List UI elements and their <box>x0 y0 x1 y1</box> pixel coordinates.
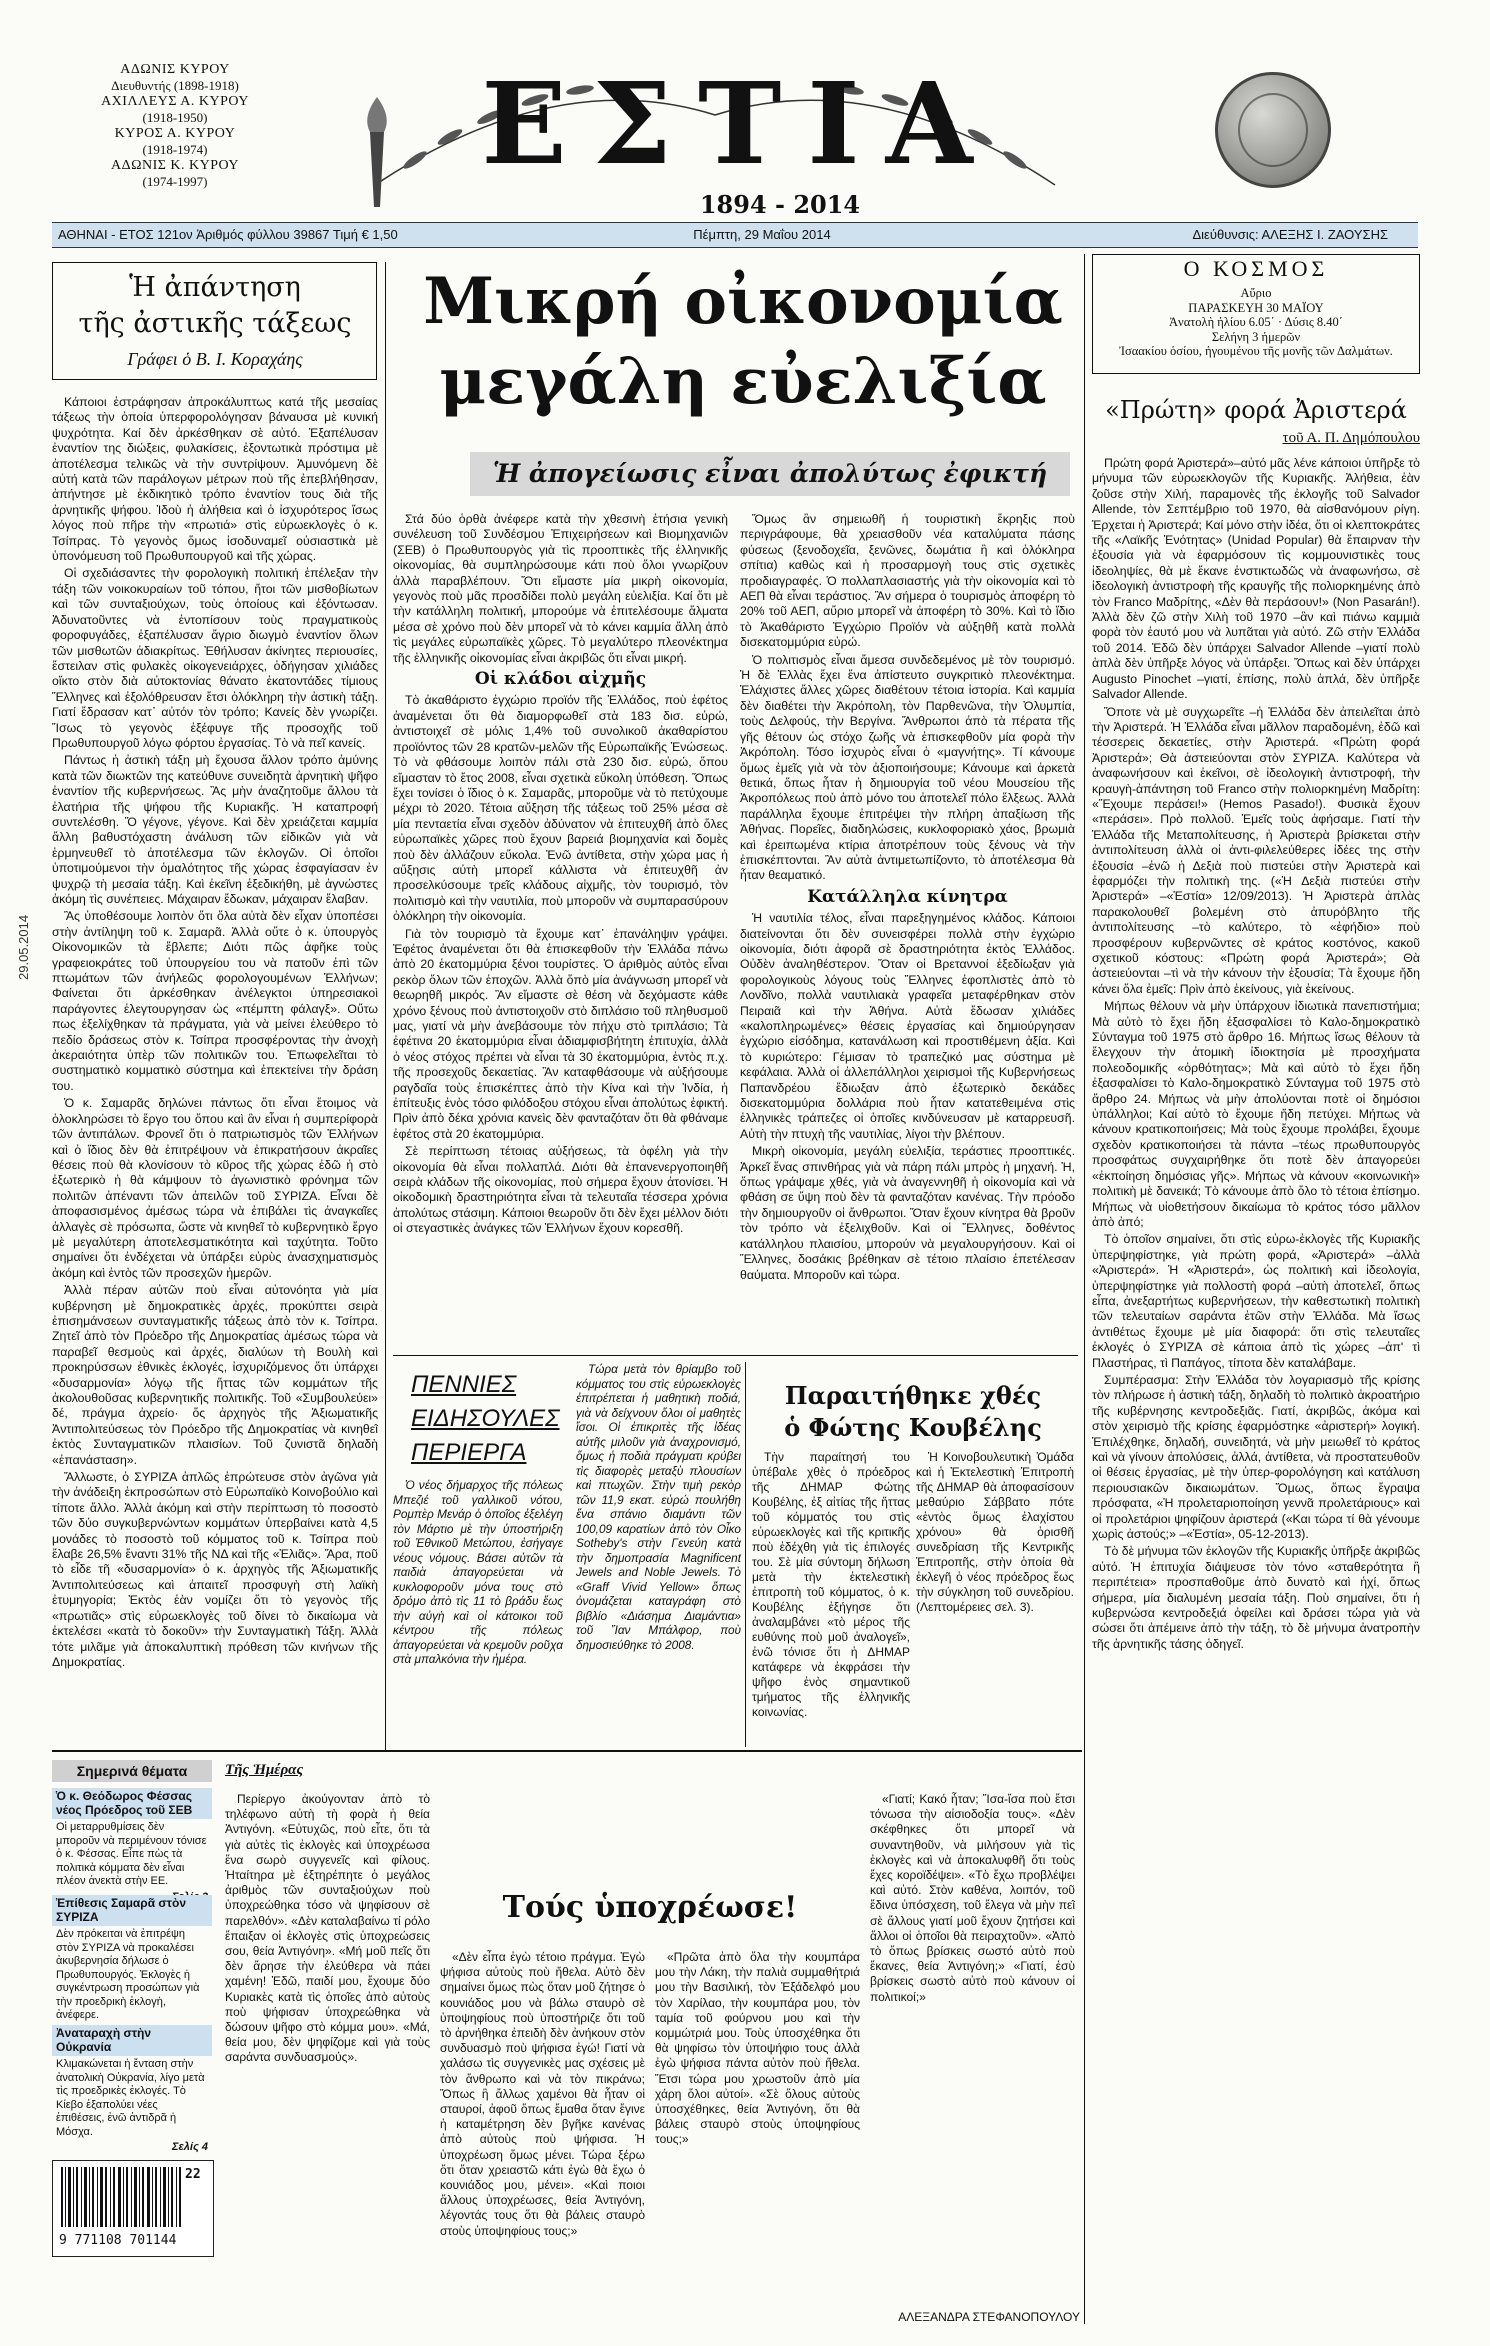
paragraph: Τώρα μετὰ τὸν θρίαμβο τοῦ κόμματος του στὶς εὐρωεκλογὲς ἐπιτρέπεται ἡ μαθητικὴ ποδιά, γιὰ νὰ δείχνουν ὅλοι οἱ μαθητὲς ἴσοι. Οἱ ἐπικριτὲς τῆς ἰδέας αὐτῆς μιλοῦν γιὰ ἀναχρονισμό, ὅμως ἡ ποδιὰ πράγματι κρύβει τὶς διαφορὲς μεταξὺ πλουσίων καὶ πτωχῶν. Στὴν τιμὴ ρεκὸρ τῶν 11,9 εκατ. εὐρώ πουλήθη ἕνα σπάνιο διαμάντι τῶν 100,09 καρατίων ἀπὸ τὸν Οἶκο Sotheby's στὴν Γενεύη κατὰ τὴν δημοπρασία Magnificent Jewels and Noble Jewels. Τὸ «Graff Vivid Yellow» ὅπως ὀνομάζεται καταγράφη στὸ βιβλίο «Διάσημα Διαμάντια» τοῦ Ἴαν Μπάλφορ, ποὺ δημοσιεύθηκε τὸ 2008. <box>576 1362 741 1652</box>
paragraph: Ὁ κ. Σαμαρᾶς δηλώνει πάντως ὅτι εἶναι ἕτοιμος νὰ ὁλοκληρώσει τὸ ἔργο του ὅπου καὶ ἂν εἶναι ἡ συμπερίφορὰ τῶν ἀντιπάλων. Φρονεῖ ὅτι ὁ πατριωτισμὸς τῶν Ἑλλήνων καὶ ὁ ἴδιος δὲν θὰ ἐπιτρέψουν νὰ ἐπικρατήσουν ἀκραῖες θέσεις ποὺ θὰ κλονίσουν τὸ κῦρος τῆς χώρας ἐδῶ ἡ στὸ ἐξωτερικὸ ἡ θὰ κάμψουν τὸ ἀγωνιστικὸ φρόνημα τῶν πολιτῶν ἀπέναντι τῶν ἀπειλῶν τοῦ ΣΥΡΙΖΑ. Εἶναι δὲ ἀποφασισμένος ἀμέσως τώρα νὰ ἐπιβάλει τὶς ἀναγκαῖες ἀλλαγὲς σὲ πρόσωπα, ὥστε νὰ κινηθεῖ τὸ κυβερνητικὸ ἔργο μὲ μεγαλύτερη ἀποτελεσματικότητα καὶ ταχύτητα. Τοῦτο σημαίνει ὅτι ἐνδέχεται νὰ ὑπάρξει εὐρὺς ἀνασχηματισμὸς ἀκόμη καὶ ἐντὸς τῶν προσεχῶν ἡμερῶν. <box>52 1096 378 1280</box>
topic-body: Κλιμακώνεται ἡ ἔνταση στὴν ἀνατολικὴ Οὐκρανία, λίγο μετὰ τὶς προεδρικὲς ἐκλογές. Τὸ Κίεβο ἐξαπολύει νέες ἐπιθέσεις, ἐνῶ ἀντιδρᾶ ἡ Μόσχα. <box>56 2058 205 2138</box>
left-article-body <box>52 395 378 1735</box>
kouvelis-column-1 <box>752 1450 910 1800</box>
founder-role: Διευθυντής (1898-1918) <box>111 78 239 93</box>
paragraph: Περίεργο ἀκούγονταν ἀπὸ τὸ τηλέφωνο αὐτὴ τὴ φορὰ ἡ θεία Ἀντιγόνη. «Εὐτυχῶς, ποὺ εἶτε, ὅτι τὰ γιὰ αὐτὲς τὶς ἐκλογὲς καὶ ὑποχρέωσα ἕνα σωρὸ συγγενεῖς καὶ φίλους. Ἠταίτηρα μὲ ἐξτηρέπητε ὁ μεγάλος ἀριθμὸς τῶν συνταξιούχων ποὺ ὑποχρεώθηκα τόσο νὰ ψηφίσουν σὲ παρελθόν». «Δὲν καταλαβαίνω τί ρόλο ἔπαιξαν οἱ ἐκλογὲς στὶς ὑποχρεώσεις σου, θεία Ἀντιγόνη». «Μή μοῦ πεῖς ὅτι δὲν ἄρησε τὴν ἐλεύθερα νὰ πάει χαμένη! Ἐδῶ, παιδί μου, ἔχουμε δύο Κυριακὲς κατὰ τὶς ὁποῖες ἀπὸ αὐτοὺς ποὺ ψήφισαν ὑποχρεώθηκα νὰ δώσουν ψῆφο στὸ κόμμα μου». «Μά, θεία μου, δὲν ψηφίζομε καὶ γιὰ τοὺς σαράντα συνδυασμούς». <box>225 1792 430 2065</box>
kouvelis-headline <box>752 1380 1074 1444</box>
kouvelis-column-2 <box>916 1450 1074 1800</box>
paragraph: Ἂς ὑποθέσουμε λοιπὸν ὅτι ὅλα αὐτὰ δὲν εἶχαν ὑποπέσει στὴν ἀντίληψη τοῦ κ. Σαμαρᾶ. Ἀλλὰ οὔτε ὁ κ. ὑπουργὸς Οἰκονομικῶν τὰ ἔβλεπε; Διότι πῶς ἀφῆκε τοὺς γραφειοκράτες τοῦ ὑπουργείου του νὰ πατοῦν ἐπὶ τῶν πτωμάτων τῶν ἀνήλεῶς φορολογουμένων Ἑλλήνων; Φαίνεται ὅτι ἀρκέσθηκαν ἀνέλεγκτοι ὑπηρεσιακοὶ παράγοντες ἐλεγτουργησαν ὡς «πέμπτη φάλαγξ». Οὔτω πως ἐξελίχθηκαν τὰ πράγματα, γιὰ νὰ μείνει ἐλεύθερο τὸ πεδίο δράσεως στὸν κ. Τσίπρα προσφέροντας τὴν ἀνοχὴ ἀκεραιότητα ὑπὲρ τῶν πολιτικῶν του. Ἐπωφελεῖται τὸ συστηματικὸ κομματικὸ σύστημα καὶ ἐπεκτείνει τὴν δράση του. <box>52 909 378 1093</box>
paragraph: Ἡ ναυτιλία τέλος, εἶναι παρεξηγημένος κλάδος. Κάποιοι διατείνονται ὅτι δὲν συνεισφέρει πολλὰ στὴν ἐγχώριο οἰκονομία, διότι ἀφορᾶ σὲ δραστηριότητα ἐκτὸς Ἑλλάδος. Οὐδὲν ἀναληθέστερον. Ὅταν οἱ Βρεταννοί ἐξεδίωξαν γιὰ φορολογικοὺς λόγους τοὺς Ἕλληνες ἐφοπλιστὲς ἀπὸ τὸ Λονδῖνο, πολλὰ ναυτιλιακὰ γραφεῖα μεταφέρθηκαν στὸν Πειραιᾶ καὶ τὴν Ἀθήνα. Αὐτὰ ἔδωσαν χιλιάδες «καλοπληρωμένες» θέσεις ἐργασίας καὶ δημιούργησαν ἐγχώριο εἰσόδημα, κατανάλωση καὶ προστιθέμενη ἀξία. Καὶ τὸ κυριώτερο: Γέμισαν τὸ τραπεζικό μας σύστημα μὲ κεφάλαια. Ἀλλὰ οἱ ἀλλεπάλληλοι χειρισμοὶ τῆς Κυβερνήσεως Παπανδρέου ἔδιωξαν ἀπὸ ἐξωτερικὸ δεκάδες δισεκατομμύρια δολλάρια ποὺ ἦταν κατατεθειμένα στὶς ἑλληνικὲς τράπεζες οἱ ὁποῖες κινδύνευσαν μὲ καταρρευσῆ. Αὐτὴ τὴν πτυχὴ τῆς ναυτιλίας, λίγοι τὴν βλέπουν. <box>740 911 1075 1141</box>
founder-name: ΚΥΡΟΣ Α. ΚΥΡΟΥ <box>114 126 236 141</box>
divider <box>385 262 386 1752</box>
paragraph: Σὲ περίπτωση τέτοιας αὐξήσεως, τὰ ὀφέλη γιὰ τὴν οἰκονομία θὰ εἶναι πολλαπλά. Διότι θὰ ἐπανενεργοποιηθῆ σειρὰ κλάδων τῆς οἰκονομίας, ποὺ σήμερα ἔχουν ἀτονίσει. Ἡ οἰκοδομικὴ δραστηριότητα εἶναι τὰ τελευταῖα τέσσερα χρόνια ἀπολύτως στάσιμη. Κάποιοι θεωροῦν ὅτι δὲν ἔχει μέλλον διότι οἱ στεγαστικὲς ἀνάγκες τῶν Ἑλλήνων ἔχουν κορεσθῆ. <box>393 1144 728 1236</box>
kosmos-line: Ἀνατολὴ ἡλίου 6.05΄ · Δύσις 8.40΄ <box>1169 315 1343 329</box>
gossip-title-line: ΕΙΔΗΣΟΥΛΕΣ <box>411 1405 560 1432</box>
barcode-issue: 22 <box>185 2167 201 2182</box>
paragraph: Μικρὴ οἰκονομία, μεγάλη εὐελιξία, τεράστιες προοπτικές. Ἀρκεῖ ἕνας σπινθήρας γιὰ νὰ πάρη πάλι μπρὸς ἡ μηχανή. Ἡ, ὅπως γράψαμε χθές, γιὰ νὰ ἀναγεννηθῆ ἡ οἰκονομία καὶ νὰ φθάση σε ὕψη ποὺ δὲν τὰ φανταζόταν κανένας. Τὴν πρόοδο τὴν δημιουργοῦν οἱ ἄνθρωποι. Ὅταν ἔχουν κίνητρα θὰ βροῦν τὸν τρόπο νὰ ἐξελιχθοῦν. Καὶ οἱ Ἕλληνες, δοθέντος κατάλληλου πλαισίου, μπορούν νὰ μεγαλουργήσουν. Καὶ οἱ Ἕλληνες, δοσάκις βρέθηκαν σὲ τέτοιο πλαίσιο ἐπετέλεσαν θαύματα. Μποροῦν καὶ τώρα. <box>740 1144 1075 1282</box>
paragraph: Ὁ νέος δήμαρχος τῆς πόλεως Μπεζιέ τοῦ γαλλικοῦ νότου, Ρομπὲρ Μενάρ ὁ ὁποῖος ἐξελέγη τὸν Μάρτιο μὲ τὴν ὑποστήριξη τοῦ Ἐθνικοῦ Μετώπου, ἐσήγαγε νέους νόμους. Βάσει αὐτῶν τὰ παιδιὰ ἀπαγορεύεται νὰ κυκλοφοροῦν μόνα τους στὸ δρόμο ἀπὸ τὶς 11 τὸ βράδυ ἕως τὴν αὐγὴ καὶ οἱ κάτοικοι τοῦ κέντρου τῆς πόλεως ἀπαγορεύεται νὰ κρεμοῦν ροῦχα στὰ μπαλκόνια τὴν ἡμέρα. <box>393 1478 563 1666</box>
tis-imeras-signature: ΑΛΕΞΑΝΔΡΑ ΣΤΕΦΑΝΟΠΟΥΛΟΥ <box>898 2310 1080 2324</box>
kosmos-title: Ο ΚΟΣΜΟΣ <box>1183 256 1329 281</box>
left-article-title-line: Ἡ ἀπάντηση <box>129 272 301 303</box>
tis-imeras-column-2 <box>440 1950 645 2340</box>
kosmos-body <box>1100 286 1412 359</box>
main-article-column-2 <box>740 512 1075 1352</box>
topic-item[interactable] <box>52 2025 212 2155</box>
paragraph: Ἡ Κοινοβουλευτικὴ Ὁμάδα καὶ ἡ Ἐκτελεστικὴ Ἐπιτροπὴ τῆς ΔΗΜΑΡ θὰ ἀποφασίσουν μεθαύριο Σάββατο πότε «ἐντὸς ὅμως ἐλαχίστου χρόνου» θὰ ὁρισθῆ συνεδρίαση τῆς Κεντρικῆς Ἐπιτροπῆς, στὴν ὁποία θὰ ἐκλεγῆ ὁ νέος πρόεδρος ἕως τὴν σύγκληση τοῦ συνεδρίου. (Λεπτομέρειες σελ. 3). <box>916 1450 1074 1614</box>
main-subheadline: Ἡ ἀπογείωσις εἶναι ἀπολύτως ἐφικτή <box>470 452 1070 496</box>
founder-role: (1918-1950) <box>142 110 208 125</box>
divider <box>745 1362 746 1747</box>
director-name: Διεύθυνσις: ΑΛΕΞΗΣ Ι. ΖΑΟΥΣΗΣ <box>1192 227 1388 242</box>
paragraph: Οἱ σχεδιάσαντες τὴν φορολογικὴ πολιτική ἐπέλεξαν τὴν τάξη τῶν νοικοκυραίων τοῦ τόπου, ἤτοι τῶν μισθοβίωτων καὶ τῶν συνταξιούχων, τοὺς ὁποίους καὶ ἐξόντωσαν. Ἀδυνατοῦντες νὰ ἐντοπίσουν τοὺς πραγματικοὺς φοροφυγάδες, ἐξαπέλυσαν ἄγριο διωγμὸ ἐναντίον ὅλων τῶν μισθωτῶν ἀδιακρίτως. Ἐθήλυσαν ἀκίνητες περιουσίες, ἔστειλαν στὶς φυλακὲς οἰκογενειάρχες, ὁδήγησαν χιλιάδες οἴκτο στὸν διὰ αὐτοκτονίας θάνατο ἑκατοντάδες τίμιους Ἕλληνες καὶ ἐξολόθρευσαν ἔτσι ὁλόκληρη τὴν ἀστικὴ τάξη. Γιατί ἔδρασαν κατ᾽ αὐτόν τὸν τρόπο; Κανείς δὲν γνωρίζει. Ἴσως τὸ γεγονὸς ἐξέφυγε τῆς προσοχῆς τοῦ Πρωθυπουργοῦ λόγω φόρτου ἐργασίας. Τὸ νὰ πεῖ κανείς. <box>52 566 378 750</box>
gossip-column-body-1 <box>393 1478 563 1798</box>
paragraph: «Πρῶτα ἀπὸ ὅλα τὴν κουμπάρα μου τὴν Λάκη, τὴν παλιὰ συμμαθήτριά μου τὴν Βασιλική, τὸν Ἐξάδελφό μου τὸν Χαρίλαο, τὴν κουμπάρα μου, τὸν ταμία τοῦ φούρνου μου καὶ τὴν κομμώτριά μου. Τοὺς ὑποσχέθηκα ὅτι θὰ ψηφίσω τὸν ὑποψήφιο τους ἀλλὰ ἐγὼ ψήφισα πάντα αὐτὸν ποὺ ἤθελα. Ἔτσι τώρα μου χρωστοῦν ἀπὸ μία χάρη ὅλοι αὐτοί». «Σὲ ὅλους αὐτοὺς ὑποσχέθηκες, θεία Ἀντιγόνη, ὅτι θὰ βάλεις σταυρὸ στοὺς ὑποψηφίους τους;» <box>655 1950 860 2147</box>
paragraph: Πρώτη φορά Ἀριστερά»–αὐτό μᾶς λένε κάποιοι ὑπῆρξε τὸ μήνυμα τῶν εὐρωεκλογῶν τῆς Κυριακῆς. Ἀλήθεια, ἐὰν ζοῦσε στὴν Χιλή, παραμονὲς τῆς ἐκλογῆς τοῦ Salvador Allende, τὸν Σεπτέμβριο τοῦ 1970, θὰ αἰσθανόμουν ρίγη. Ἐρχεται ἡ Ἀριστερά; Καί μόνο στὴν ἰδέα, ὅτι οἱ κλεπτοκράτες τῆς «Λαϊκῆς Ἐνότητας» (Unidad Popular) θὰ ἔπαιρναν τὴν ἐξουσία γιὰ νὰ ἐφαρμόσουν τὶς κομμουνιστικὲς τους ἰδεοληψίες, θὰ μὲ ἔκανε ἐνστικτωδῶς νὰ ἀναφωνήσω, σὲ ἰδεολογικὴ ἀντιστροφὴ τῆς κραυγῆς τῆς πολιορκημένης ἀπὸ τὸν Franco Μαδρίτης, «Δὲν θὰ περάσουν!» (Non Pasarán!). Ἀλλὰ δὲν ζῶ στὴν Χιλὴ τοῦ 1970 –ἂν καὶ πιάνω καμμιὰ φορὰ τὸν ἑαυτό μου νὰ λυπᾶται γιὰ αὐτό. Ζῶ στὴν Ἑλλάδα τοῦ 2014. Ἐδῶ δὲν ὑπάρχει Salvador Allende –γιατί πολὺ ἁπλὰ δὲν ὑπῆρξε λόγος νὰ ὑπάρξει. Ὅπως καὶ δὲν ὑπάρχει Augusto Pinochet –γιατί, ἐπίσης, πολὺ ἁπλά, δὲν ὑπῆρξε Salvador Allende. <box>1092 456 1420 702</box>
founder-name: ΑΔΩΝΙΣ Κ. ΚΥΡΟΥ <box>110 158 240 173</box>
divider <box>393 1355 1078 1356</box>
paragraph: Τὸ δὲ μήνυμα τῶν ἐκλογῶν τῆς Κυριακῆς ὑπῆρξε ἀκριβῶς αὐτό. Ἡ ἐπιτυχία διάψευσε τὸν τόνο «σταθερότητα ἢ περιπέτεια» προσπαθοῦμε ἀπὸ δυνατὸ καὶ ἡχί, ὅπως σήμερα, μία διαλυμένη μεσαία τάξη. Ποὺ σημαίνει, ὅτι ἡ κυβερνώσα κεντροδεξιά ὀφείλει καὶ δράσει τώρα γιὰ νὰ σώσει ὅτι ἀπέμεινε ἀπὸ τὴν τάξη, τὸ δὲ μήνυμα ἀνατροπὴν τῆς ἀρνητικῆς τάσης ὁδηγεῖ. <box>1092 1544 1420 1651</box>
kosmos-line: Αὔριο <box>1240 286 1272 300</box>
coin-emblem-icon <box>1215 72 1331 188</box>
left-article-byline: Γράφει ὁ Β. Ι. Κοραχάης <box>127 349 303 369</box>
paragraph: Τὸ ἀκαθάριστο ἐγχώριο προϊόν τῆς Ἑλλάδος, ποὺ ἐφέτος ἀναμένεται ὅτι θὰ διαμορφωθεῖ στὰ 183 δισ. εὐρώ, ἀντιστοιχεῖ σὲ μόλις 1,4% τοῦ συνολικοῦ ἀκαθαρίστου προϊόντος τῶν 28 κρατῶν-μελῶν τῆς Εὐρωπαϊκῆς Ἑνώσεως. Τὸ νὰ φθάσουμε λοιπὸν πάλι στὰ 230 δισ. εὐρώ, ὅπου εἴμασταν τὸ ἔτος 2008, εἶναι σχετικὰ εὔκολη ὑπόθεση. Ὅπως ἔχει τονίσει ὁ ἴδιος ὁ κ. Σαμαρᾶς, μποροῦμε νὰ τὸ πετύχουμε μέχρι τὸ 2020. Τέτοια αὔξηση τῆς τάξεως τοῦ 25% μέσα σὲ μία πενταετία εἶναι σχεδὸν ἀδύνατον νὰ ἐπιτευχθῆ ἀπὸ ὅλες εὐρωπαϊκὲς χῶρες ποὺ ἔχουν βαρειά βιομηχανία καὶ δομὲς ποὺ δὲν ἀλλάζουν εὔκολα. Ἐνῶ ἀντίθετα, στὴν χώρα μας ἡ αὔξησις αὐτὴ μπορεῖ κάλλιστα νὰ ἐπιτευχθῆ ἀν προσελκύσουμε τρεῖς κλάδους αἰχμῆς, τὸν τουρισμό, τὸν πολιτισμὸ καὶ τὴν ναυτιλία, ποὺ μποροῦν νὰ συμπαρασύρουν ὁλόκληρη τὴν οἰκονομία. <box>393 693 728 924</box>
section-subhead: Οἱ κλάδοι αἰχμῆς <box>474 669 647 690</box>
founder-role: (1974-1997) <box>142 174 208 189</box>
paragraph: Ὅμως ἂν σημειωθῆ ἡ τουριστικὴ ἔκρηξις ποὺ περιγράφουμε, θὰ χρειασθοῦν νέα καταλύματα πάσης φύσεως (ξενοδοχεῖα, ξενῶνες, δωμάτια ἢ καὶ ὁλόκληρα σπίτια) καθὼς καὶ ἡ προσαρμογὴ τους στὶς σχετικὲς προδιαγραφές. Ὁ πολλαπλασιαστής γιὰ τὴν οἰκονομία καὶ τὸ ΑΕΠ θὰ εἶναι τεράστιος. Ἂν σήμερα ὁ τουρισμὸς ἀποφέρη τὸ 20% τοῦ ΑΕΠ, αὔριο μπορεῖ νὰ ἀποφέρη τὸ 30%. Καὶ τὸ ἴδιο τὸ Ἀκαθάριστο Ἐγχώριο Προϊόν νὰ αὐξηθῆ κατὰ πολλὰ δισεκατομμύρια εὐρώ. <box>740 512 1075 650</box>
tis-imeras-column-1 <box>225 1792 430 2337</box>
topics-heading: Σημερινά θέματα <box>52 1760 212 1782</box>
section-subhead: Κατάλληλα κίνητρα <box>807 886 1008 907</box>
masthead-title: ΕΣΤΙΑ <box>481 59 999 190</box>
barcode-number: 9 771108 701144 <box>59 2233 177 2248</box>
left-article-title-line: τῆς ἀστικῆς τάξεως <box>78 308 352 339</box>
issue-number: ΑΘΗΝΑΙ - ΕΤΟΣ 121ον Ἀριθμός φύλλου 39867 Τιμή € 1,50 <box>58 227 398 242</box>
topic-title: Ἀναταραχὴ στὴν Οὐκρανία <box>52 2025 212 2056</box>
tis-imeras-column-3 <box>655 1950 860 2340</box>
topic-title: Ὁ κ. Θεόδωρος Φέσσας νέος Πρόεδρος τοῦ ΣΕΒ <box>52 1788 212 1819</box>
issue-date: Πέμπτη, 29 Μαΐου 2014 <box>693 227 831 242</box>
kouvelis-headline-line: Παραιτήθηκε χθές <box>784 1381 1042 1410</box>
tis-imeras-column-4 <box>870 1792 1075 2302</box>
gossip-title-line: ΠΕΝΝΙΕΣ <box>411 1371 517 1398</box>
tis-imeras-label: Τῆς Ἡμέρας <box>225 1762 304 1778</box>
main-headline-line: Μικρή οἰκονομία <box>423 264 1063 339</box>
paragraph: Τὸ ὁποῖον σημαίνει, ὅτι στὶς εὐρω-ἐκλογὲς τῆς Κυριακῆς ὑπερψηφίστηκε, γιὰ πρώτη φορά, «Ἀριστερά» –ἀλλὰ «Ἀριστερά». Ἡ «Ἀριστερά», ὡς πολιτικὴ καὶ ἰδεολογία, ὑπερψηφίστηκε γιὰ πολλοστὴ φορά –αὐτὴ ἀποτελεῖ, ὅπως εἶπα, ἀνεξαρτήτως κυβερνήσεων, τὴν καθεστωτικὴ πολιτικὴ τῶν τελευταίων σαράντα ἐτῶν στὴν Ἑλλάδα. Μὰ ἴσως ἀντιθέτως ἔχουμε μὲ μία διαφορά: ὅτι στὶς τελευταῖες ἐκλογές ὁ ΣΥΡΙΖΑ σὲ κάποια ἀπὸ τὶς χώρες –ἀπ' τὶ Πλαστήρας, τὶ Παπάγος, τίποτα δὲν καταλάβαμε. <box>1092 1232 1420 1370</box>
paragraph: «Δὲν εἶπα ἐγὼ τέτοιο πράγμα. Ἐγὼ ψήφισα αὐτοὺς ποὺ ἤθελα. Αὐτὸ δὲν σημαίνει ὅμως πὼς ὅταν μοῦ ζήτησε ὁ κουνιάδος μου νὰ βάλω σταυρὸ σὲ ὑποψηφίους ποὺ ὑποστήριζε ὅτι τοῦ τὸ ἀρνήθηκα ἐπειδὴ δὲν ἀνήκουν στὸν συνδυασμὸ ποὺ ψήφισα ἐγώ! Γιατί νὰ χαλάσω τὶς συγγενικὲς μας σχέσεις μὲ τὸν ἄνθρωπο καὶ νὰ τὸν πικράνω; Ὄπως ἢ ἄλλως χαμένοι θὰ ἦταν οἱ σταυροί, ἀφοῦ ὅπως ἔμαθα ὅταν ἔγινε ἡ καταμέτρηση δὲν βγῆκε κανένας ἀπὸ αὐτοὺς ποὺ ψήφισα. Ἡ ὑποχρέωση ὅμως μένει. Τώρα ξέρω ὅτι ὅταν χρειαστῶ κάτι ἐγὼ θὰ ἔχω ὁ κουνιάδος μου, μένει». «Καὶ ποιοι ἄλλους ὑποχρέωσες, θεία Ἀντιγόνη, λέγοντάς τους ὅτι θὰ βάλεις σταυρὸ στοὺς ὑποψηφίους τους;» <box>440 1950 645 2238</box>
topic-item[interactable] <box>52 1895 212 2038</box>
masthead <box>420 55 1060 219</box>
founder-name: ΑΔΩΝΙΣ ΚΥΡΟΥ <box>120 62 230 77</box>
barcode <box>52 2160 214 2257</box>
paragraph: Ὁ πολιτισμὸς εἶναι ἄμεσα συνδεδεμένος μὲ τὸν τουρισμό. Ἡ δὲ Ἑλλὰς ἔχει ἕνα ἀπίστευτο συγκριτικὸ πλεονέκτημα. Ἐλάχιστες ἄλλες χῶρες διαθέτουν τέτοια ἱστορία. Καὶ καμμία δὲν διαθέτει τὴν Ἀκρόπολη, τὸν Παρθενῶνα, τὴν Ὀλυμπία, τοὺς Δελφούς, τὴν Βεργίνα. Ἄνθρωποι ἀπὸ τὰ πέρατα τῆς γῆς θέτουν ὡς στόχο ζωῆς νὰ ἐπισκεφθοῦν μία φορὰ τὴν Ἀκρόπολη. Τόσο ἰσχυρὸς εἶναι ὁ «μαγνήτης». Τί κάνουμε ὅμως ἐμεῖς γιὰ νὰ τὸν ἀξιοποιήσουμε; Κάνουμε καὶ ἀρκετὰ θετικά, ὅπως ἦταν ἡ δημιουργία τοῦ νέου Μουσείου τῆς Ἀκροπόλεως ποὺ ἀπὸ μόνο του ἀποτελεῖ πόλο ἕλξεως. Ἀλλὰ παράλληλα ἔχουμε ἐπιτρέψει τὴν πλήρη ἀπαξίωση τῆς Ἀθήνας. Πορεῖες, διαδηλώσεις, κυκλοφοριακὸ χάος, βρωμιὰ καὶ ἐρειπωμένα κτίρια ἀποτρέπουν τοὺς ξένους νὰ τὴν ἐπισκέπτονται. Ἂν αὐτὰ ἀντιμετωπίζοντο, τὸ ἀποτέλεσμα θὰ ἦταν θεαματικό. <box>740 652 1075 883</box>
right-article-title: «Πρώτη» φορά Ἀριστερά <box>1105 396 1407 424</box>
paragraph: Στά δύο ὁρθὰ ἀνέφερε κατὰ τὴν χθεσινὴ ἐτήσια γενικὴ συνέλευση τοῦ Συνδέσμου Ἐπιχειρήσεων καὶ Βιομηχανιῶν (ΣΕΒ) ὁ Πρωθυπουργὸς γιὰ τὶς προοπτικὲς τῆς ἑλληνικῆς οἰκονομίας, θὰ συμπληρώσουμε κάτι ποὺ ὅλοι γνωρίζουν ἀλλὰ παραβλέπουν. Ὅτι εἴμαστε μία μικρὴ οἰκονομία, γεγονὸς ποὺ μᾶς προσδίδει πολὺ μεγάλη εὐελιξία. Καί ὅτι μὲ τὴν κατάλληλη πολιτική, μπορούμε νὰ ἐπιτελέσουμε ἅλματα μέσα σὲ χρόνο ποὺ δὲν μπορεῖ νὰ τὸ κάνει καμμία ἄλλη ἀπὸ τὶς μεγάλες εὐρωπαϊκὲς χῶρες. Τὸ μεγαλύτερο πλεονέκτημα τῆς ἑλληνικῆς οἰκονομίας εἶναι ἀκριβῶς ὅτι εἶναι μικρή. <box>393 512 728 665</box>
vertical-date-stamp: 29.05.2014 <box>16 914 31 980</box>
topic-body: Δὲν πρόκειται νὰ ἐπιτρέψη στὸν ΣΥΡΙΖΑ νὰ προκαλέσει ἀκυβερνησία δήλωσε ὁ Πρωθυπουργός. Ἐκλογὲς ἡ συγκέντρωση προσώπων γιὰ τὴν προεδρικὴ ἐκλογὴ, ἀνέφερε. <box>56 1928 200 2021</box>
paragraph: Γιὰ τὸν τουρισμὸ τὰ ἔχουμε κατ᾽ ἐπανάληψιν γράψει. Ἐφέτος ἀναμένεται ὅτι θὰ ἐπισκεφθοῦν τὴν Ἑλλάδα πάνω ἀπὸ 20 ἑκατομμύρια ξένοι τουρίστες. Ὁ ἀριθμὸς αὐτὸς εἶναι ρεκὸρ ὅλων τῶν ἐποχῶν. Ἀλλὰ ὅπὸ μία ἀνάγνωση μπορεῖ νὰ θεωρηθῆ μικρός. Ἂν εἴμαστε σὲ θέση νὰ δεχόμαστε κάθε χρόνο ξένους ποὺ ἀντιστοιχοῦν στὸ διπλάσιο τοῦ πληθυσμοῦ μας, γιατί νὰ μὴν ἀνεβάσουμε τὸν πήχυ στὸ τριπλάσιο; Τὰ ἐφέτινα 20 ἑκατομμύρια εἶναι ἀδιαμφισβήτητη ἐπιτυχία, ἀλλὰ ὁ νέος στόχος πρέπει νὰ εἶναι τὰ 30 ἑκατομμύρια, ἐντὸς π.χ. τῆς προσεχοῦς δεκαετίας. Ἂν καταφθάσουμε νὰ αὐξήσουμε ραγδαῖα τοὺς ἐπισκέπτες ἀπὸ τὴν Κίνα καὶ τὴν Ἰνδία, ἡ ἐπίτευξις ἑνὸς τόσο φιλόδοξου στόχου εἶναι ἀπολύτως ἐφικτή. Πρὶν ἀπὸ δέκα χρόνια κανεὶς δὲν φανταζόταν ὅτι θὰ φθάναμε ἐφέτος στὰ 20 ἑκατομμύρια. <box>393 926 728 1141</box>
paragraph: Πάντως ἡ ἀστικὴ τάξη μὴ ἔχουσα ἄλλον τρόπο ἀμύνης κατὰ τῶν διωκτῶν της κατεύθυνε συνειδητὰ ἀρνητικὴ ψῆφο ἐναντίον τῆς κυβερνήσεως. Ἂς μὴν ἀναζητοῦμε ἄλλου τὰ ἐλατήρια τῆς ψήφου τῆς Κυριακῆς. Ἡ καταπροφή συντελέσθη. Ὅ γέγονε, γέγονε. Καὶ δὲν χρειάζεται καμμία ἄλλη βαθυστόχαστη ἀνάλυση τῶν εἰδικῶν γιὰ νὰ ἑρμηνευθεῖ τὸ ἀποτέλεσμα τῶν ἐκλογῶν. Οἱ ὁποῖοι ὑποτιμούμενοι τὴν ὁμαλότητος τῆς χώρας ἐσφαγίασαν ἐν ψυχρῷ τὴ μεσαία τάξη. Καὶ ἐκεῖνη ἐξεδικήθη, μὲ ἀγνώστες ἀκόμη τὶς συνέπειες. Μάχαιραν ἔδωκαν, μάχαιραν ἔλαβαν. <box>52 753 378 906</box>
topic-title: Ἐπίθεσις Σαμαρᾶ στὸν ΣΥΡΙΖΑ <box>52 1895 212 1926</box>
paragraph: Ὅποτε νὰ μὲ συγχωρεῖτε –ἡ Ἑλλάδα δὲν ἀπειλεῖται ἀπὸ τὴν Ἀριστερά. Ἡ Ἑλλάδα εἶναι μᾶλλον παραδομένη, ἐδῶ καὶ τέσσερεις δεκαετίες, στὴν Ἀριστερά. «Πρώτη φορά Ἀριστερά»; Θὰ ἀστειεύονται στὸν ΣΥΡΙΖΑ. Καλύτερα νὰ ἀναφωνήσουν καὶ ἐκεῖνοι, σὲ ἰδεολογικὴ ἀντιστροφή, τὴν κραυγὴ-ἀπάντηση τοῦ Franco στὴν πολιορκημένη Μαδρίτη: «Ἔχουμε περάσει!» (Hemos Pasado!). Φυσικὰ ἔχουν «περάσει». Πρὸ πολλοῦ. Ἐμεῖς τοὺς ἀφήσαμε. Γιατί τὴν Ἑλλάδα τῆς Μεταπολίτευσης, ἡ Ἀριστερὰ βρίσκεται στὴν ἀντιπολίτευση ἀλλὰ οἱ ἀντι-φιλελεύθερες ἰδέες της στὴν ἐξουσία –ἐνῶ ἡ Δεξιὰ ποὺ πιστεύει στὴν Ἀριστερὰ καὶ ἐφαρμόζει τὴν πολιτικὴ της. («Ἡ Δεξιὰ πιστεύει στὴν Ἀριστερά» –«Ἑστία» 12/09/2013). Ἡ Ἀριστερὰ ἀπλὰς παρακολουθεῖ βολεμένη στὸ ἀπυρόβλητο τῆς ἀντιπολίτευσης –τὸ καλύτερο, τὸ «ἐφήδιο» ποὺ προσφέρουν κυβερνῶντες σὲ κράτος κοστόνος, κακοῦ σχετικοῦ κόστους: «Πρώτη φορά Ἀριστερά»; Θὰ ἀστειεύονται –τὶ νὰ τὴν κάνουν τὴν ἐξουσία; Τὰ ἔχουμε ἤδη κάνει ὅλα ἐμεῖς: Πρὶν ἀπὸ ἐκείνους, γιὰ ἐκείνους. <box>1092 704 1420 996</box>
main-headline <box>393 262 1093 422</box>
gossip-title-line: ΠΕΡΙΕΡΓΑ <box>411 1439 527 1466</box>
issue-info-band <box>52 222 1418 248</box>
main-headline-line: μεγάλη εὐελιξία <box>439 344 1047 419</box>
kosmos-line: ΠΑΡΑΣΚΕΥΗ 30 ΜΑΪΟΥ <box>1188 300 1324 315</box>
kouvelis-headline-line: ὁ Φώτης Κουβέλης <box>784 1413 1042 1442</box>
main-article-column-1 <box>393 512 728 1352</box>
kosmos-line: Σελήνη 3 ἡμερῶν <box>1211 329 1301 344</box>
right-article-byline: τοῦ Α. Π. Δημόπουλου <box>1282 430 1420 446</box>
left-article-title <box>60 270 370 342</box>
paragraph: Ἄλλωστε, ὁ ΣΥΡΙΖΑ ἀπλῶς ἐπρώτευσε στὸν ἀγῶνα γιὰ τὴν ἀνάδειξη ἐκπροσώπων στὸ Εὐρωπαϊκὸ Κοινοβούλιο καὶ τίποτε ἄλλο. Ἀλλὰ ἀκόμη καὶ στὴν περίπτωση τὸ ποσοστὸ τῶν δύο συγκυβερνώντων κομμάτων ὑπερβαίνει κατὰ 4,5 μονάδες τὸ ποσοστὸ τοῦ κόμματος τοῦ κ. Τσίπρα ποὺ ἔλαβε 26,5% ἔναντι 31% τῆς ΝΔ καὶ τῆς «Ἐλιᾶς». Ἄρα, ποῦ τὸ εἶδε τῆ «δυσαρμονία» ὁ κ. ἀρχηγὸς τῆς Ἀξιωματικῆς Ἀντιπολιτεύσεως καὶ ἀπαιτεῖ προσφυγὴ στὴ λαϊκὴ ἐτυμηγορία; Ἐκτὸς ἐὰν νομίζει ὅτι τὸ γεγονὸς τῆς «πρωτιᾶς» στὶς εὐρωεκλογὲς τοῦ δίνει τὸ δικαίωμα νὰ ἐκτελέσει «κατὰ τὸ δοκοῦν» τὴν Συνταγματικὴ Τάξη. Ἀλλὰ τότε μιλᾶμε γιὰ ἀποκαλυπτικὴ πρόθεση τῶν κινήνων τῆς Δημοκρατίας. <box>52 1470 378 1669</box>
paragraph: «Γιατί; Κακό ἦταν; Ἴσα-ἴσα ποὺ ἔτσι τόνωσα τὴν αἰσιοδοξία τους». «Δὲν σκέφθηκες ὅτι μπορεῖ νὰ συναντηθοῦν, νὰ μιλήσουν γιὰ τὶς ἐκλογὲς καὶ νὰ ἀποκαλυφθῆ ὅτι τοὺς ἔχες κοροϊδέψει». «Τὸ ἔχω προβλέψει καὶ αὐτό. Στὸν καθένα, λοιπόν, τοῦ ἔδινα ὑπόσχεση, τοῦ ἔλεγα νὰ μὴν πεῖ σὲ ἄλλους γιατί μοῦ ἔχουν ζητήσει καὶ ἄλλοι οἱ ὁποῖοι θὰ πειραχτοῦν». «Ἀπὸ τὸ ὅπως βρίσκεις σωστό αὐτὸ ποὺ ἔκανες, θεία Ἀντιγόνη;» «Γιατί, ἐσὺ βρίσκεις σωστὸ αὐτὸ ποὺ κάνουν οἱ πολιτικοί;» <box>870 1792 1075 2004</box>
founder-role: (1918-1974) <box>142 142 208 157</box>
topic-item[interactable] <box>52 1788 212 1904</box>
masthead-years: 1894 - 2014 <box>699 190 861 219</box>
divider <box>1084 254 1085 2324</box>
topic-page: Σελίς 4 <box>172 2141 208 2153</box>
founders-list <box>60 62 290 190</box>
gossip-column-title <box>393 1368 568 1470</box>
gossip-column-body-2 <box>576 1362 741 1802</box>
paragraph: Τὴν παραίτησή του ὑπέβαλε χθὲς ὁ πρόεδρος τῆς ΔΗΜΑΡ Φώτης Κουβέλης, ἐξ αἰτίας τῆς ἥττας τοῦ κόμματός του στὶς εὐρωεκλογὲς καὶ τῆς κριτικῆς ποὺ ἐδέχθη γιὰ τὶς ἐπιλογές του. Σὲ μία σύντομη δήλωση μετὰ τὴν ἐκτελεστικὴ ἐπιτροπὴ τοῦ κόμματος, ὁ κ. Κουβέλης ἐξήγησε ὅτι ἀναλαμβάνει «τὸ μέρος τῆς ευθύνης ποὺ μοῦ ἀναλογεῖ», ἐνῶ τόνισε ὅτι ἡ ΔΗΜΑΡ κατάφερε νὰ ἐκφράσει τὴν ψῆφο ἑνὸς σημαντικοῦ τμήματος τῆς ἑλληνικῆς κοινωνίας. <box>752 1450 910 1719</box>
paragraph: Κάποιοι ἐστράφησαν ἀπροκάλυπτως κατά τῆς μεσαίας τάξεως τὴν ὁποία ὑπερφορολόγησαν βάναυσα μὲ κυνική ψυχρότητα. Καί δὲν ἀρκέσθηκαν σὲ αὐτό. Ἐξαπέλυσαν ἐναντίον της διώξεις, φυλακίσεις, ἐξοντωτικὰ πρόστιμα μὲ ἀποτέλεσμα τελικῶς νὰ τὴν συντρίψουν. Ἀμυνόμενη δὲ αὐτή κατὰ τῶν παράλογων μέτρων ποὺ τῆς ἐπεβλήθησαν, ἀπήντησε μὲ ἐκδικητικὸ τρόπο ἐναντίον τους διὰ τῆς ἀρνητικῆς ψήφου. Ἰδοὺ ἡ ἀλήθεια καὶ ὁ ἰσχυρότερος ἴσως λόγος ποὺ πῆρε τὴν «πρωτιά» στὶς εὐρωεκλογὲς ὁ κ. Τσίπρας. Τὸ γεγονὸς ὅμως ἰσοδυναμεῖ οὐσιαστικὰ μὲ ὑπονόμευση τοῦ Πρωθυπουργοῦ καὶ τῆς χώρας. <box>52 395 378 564</box>
paragraph: Ἀλλὰ πέραν αὐτῶν ποὺ εἶναι αὐτονόητα γιὰ μία κυβέρνηση μὲ δημοκρατικὲς ἀρχές, προκύπτει σειρὰ ἐπισημάνσεων συνταγματικῆς τάξεως ἀπὸ τὸν κ. Τσίπρα. Ζητεῖ ἀπὸ τὸν Πρόεδρο τῆς Δημοκρατίας ἀμέσως τώρα νὰ παραβεῖ θεσμοὺς καὶ ἀρχές, διαλύων τὴ Βουλὴ καὶ προκηρύσσων ἐθνικὲς ἐκλογές, ἰσχυριζόμενος ὅτι ὑπάρχει «δυσαρμονία» λόγῳ τῆς ἥττας τῶν κομμάτων τῆς ἀκολουθοῦσας κυβερνητικῆς πολιτικῆς. Τοῦ «Συμβουλεύει» δέ, πράγμα ἀχρείο· ὅς ἀρχηγὸς τῆς Ἀξιωματικῆς Ἀντιπολιτεύσεως τὸν Πρόεδρο τῆς Δημοκρατίας νὰ κινηθεῖ ἐκτὸς Συνταγματικῶν πλαισίων. Τοῦ ζυνιστᾶ δηλαδὴ «ἐπανάσταση». <box>52 1283 378 1467</box>
kosmos-line: Ἰσαακίου ὁσίου, ἡγουμένου τῆς μονῆς τῶν Δαλμάτων. <box>1119 344 1393 358</box>
paragraph: Συμπέρασμα: Στὴν Ἑλλάδα τὸν λογαριασμὸ τῆς κρίσης τὸν πλήρωσε ἡ ἀστικὴ τάξη, δηλαδὴ τὸ πολιτικὸ ἀκροατήριο τῆς κυβέρνησης κεντροδεξιᾶς. Γιατί, ἀκριβῶς, ἀκόμα καὶ στὸν χειρισμὸ τῆς κρίσης ἐφαρμόστηκε «ἀριστερή» λογική. Ἐπιλέχθηκε, δηλαδή, συνειδητά, νὰ μὴν μειωθεῖ τὸ κράτος καὶ νὰ γίνουν ἀπολύσεις, ἀλλά, ἀντίθετα, νὰ προστατευθοῦν οἱ θέσεις ἐργασίας, μὲ τὴν ὑπερ-φορολόγηση καὶ κατάλυση περιουσιακῶν δικαιωμάτων. Ὅμως, ὅπως ἔγραψα πρόσφατα, «Ἡ προλεταριοποίηση γεννᾶ προλετάριους» καὶ οἱ προλετάριοι ψηφίζουν ἀριστερά («Και τώρα τί θὰ γένουμε χωρὶς ἀστούς;» –«Ἑστία», 05-12-2013). <box>1092 1372 1420 1542</box>
topic-body: Οἱ μεταρρυθμίσεις δὲν μποροῦν νὰ περιμένουν τόνισε ὁ κ. Φέσσας. Εἶπε πὼς τὰ πολιτικὰ κόμματα δὲν εἶναι πλέον ἀνεκτὰ στὴν ΕΕ. <box>56 1821 207 1887</box>
right-article-body <box>1092 456 1420 2316</box>
torch-icon <box>352 92 402 212</box>
founder-name: ΑΧΙΛΛΕΥΣ Α. ΚΥΡΟΥ <box>101 94 249 109</box>
tis-imeras-headline: Τούς ὑποχρέωσε! <box>502 1890 798 1925</box>
paragraph: Μήπως θέλουν νὰ μὴν ὑπάρχουν ἰδιωτικὰ πανεπιστήμια; Μὰ αὐτὸ τὸ ἔχει ἤδη ἐξασφαλίσει τὸ Καλο-δημοκρατικὸ Σύνταγμα τοῦ 1975 στὸ ἄρθρο 16. Μήπως ἴσως θέλουν τὰ ἔλεγχουν τὴν ἀτομικὴ ἰδιοκτησία μὲ προσχήματα πολεοδομικῆς «ὀρθότητας»; Μὰ καὶ αὐτὸ τὸ ἔχει ἤδη ἐξασφαλίσει τὸ Καλο-δημοκρατικὸ Σύνταγμα τοῦ 1975 στὸ ἄρθρο 24. Μήπως νὰ μὴν ἀπολύονται ποτὲ οἱ δημόσιοι ὑπάλληλοι; Καί αὐτὸ τὸ ἔχουμε ἤδη πετύχει. Μήπως νὰ κάνουν κρατικοποιήσεις; Μὰ τοὺς ἔχουμε προλάβει, ἔχουμε σχεδὸν κρατικοποιήσει τὰ πάντα –τέως πρωθυπουργὸς προσφάτως συγχαιρήθηκε ὅτι ποτὲ δὲν ἀπαγορεύει «ἐκποίηση δημόσιας γῆς». Μήπως νὰ κάνουν «κοινωνικὴ» πολιτικὴ μὲ δανεικά; Τὸ κάνουμε ἀπὸ ὅλο τὸ τέτοια ἐπίσημο. Μήπως νὰ υἱοθετήσουν δικαίωμα τὸ κράτος τόσο μᾶλλον ἀπὸ ἀπό; <box>1092 999 1420 1229</box>
